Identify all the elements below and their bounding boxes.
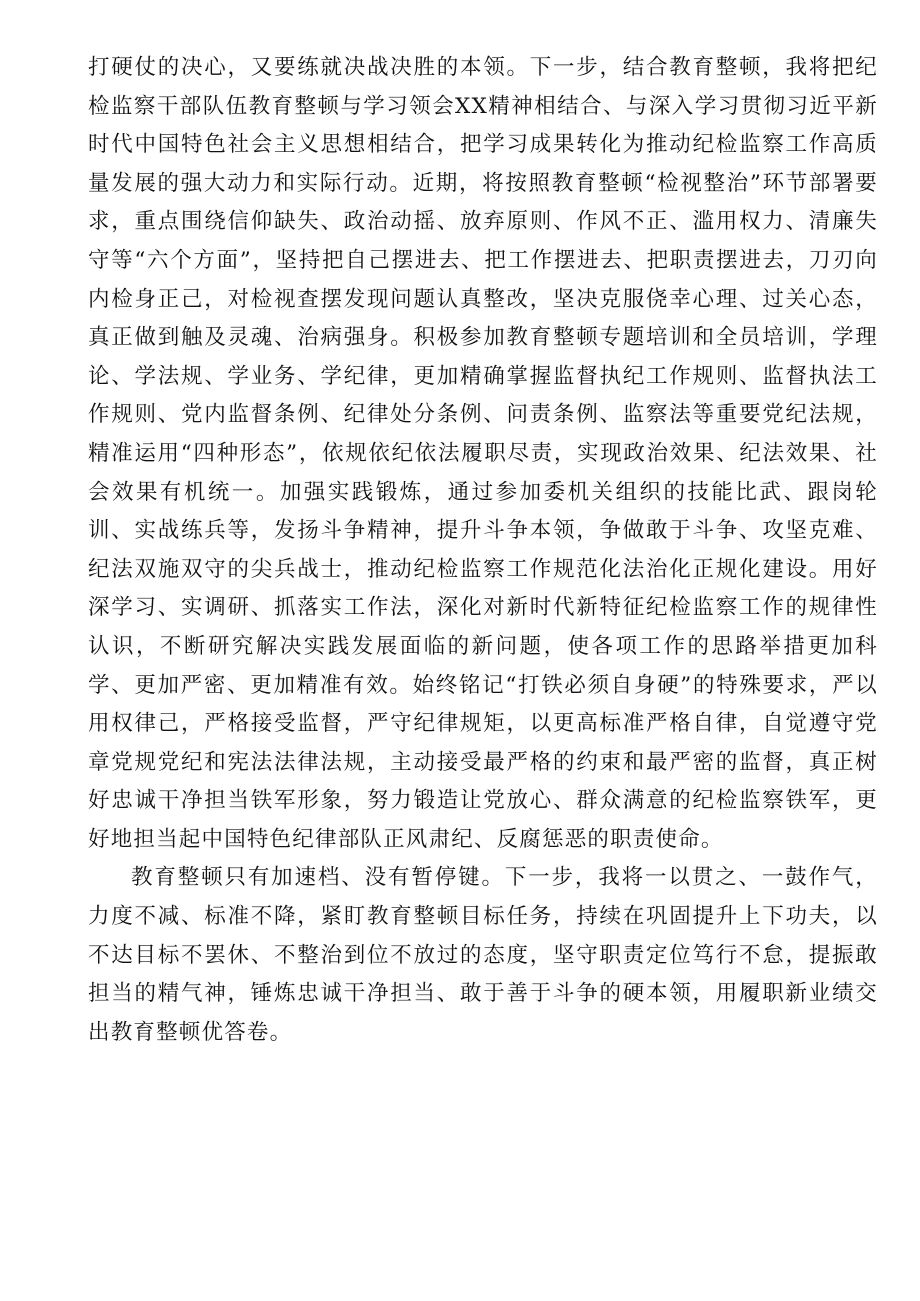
document-body [88, 49, 878, 1052]
paragraph-continuation: 打硬仗的决心，又要练就决战决胜的本领。下一步，结合教育整顿，我将把纪检监察干部队伍教育整顿与学习领会XX精神相结合、与深入学习贯彻习近平新时代中国特色社会主义思想相结合，把学习成果转化为推动纪检监察工作高质量发展的强大动力和实际行动。近期，将按照教育整顿“检视整治”环节部署要求，重点围绕信仰缺失、政治动摇、放弃原则、作风不正、滥用权力、清廉失守等“六个方面”，坚持把自己摆进去、把工作摆进去、把职责摆进去，刀刃向内检身正己，对检视查摆发现问题认真整改，坚决克服侥幸心理、过关心态，真正做到触及灵魂、治病强身。积极参加教育整顿专题培训和全员培训，学理论、学法规、学业务、学纪律，更加精确掌握监督执纪工作规则、监督执法工作规则、党内监督条例、纪律处分条例、问责条例、监察法等重要党纪法规，精准运用“四种形态”，依规依纪依法履职尽责，实现政治效果、纪法效果、社会效果有机统一。加强实践锻炼，通过参加委机关组织的技能比武、跟岗轮训、实战练兵等，发扬斗争精神，提升斗争本领，争做敢于斗争、攻坚克难、纪法双施双守的尖兵战士，推动纪检监察工作规范化法治化正规化建设。用好深学习、实调研、抓落实工作法，深化对新时代新特征纪检监察工作的规律性认识，不断研究解决实践发展面临的新问题，使各项工作的思路举措更加科学、更加严密、更加精准有效。始终铭记“打铁必须自身硬”的特殊要求，严以用权律己，严格接受监督，严守纪律规矩，以更高标准严格自律，自觉遵守党章党规党纪和宪法法律法规，主动接受最严格的约束和最严密的监督，真正树好忠诚干净担当铁军形象，努力锻造让党放心、群众满意的纪检监察铁军，更好地担当起中国特色纪律部队正风肃纪、反腐惩恶的职责使命。 [88, 55, 878, 852]
paragraph-conclusion: 教育整顿只有加速档、没有暂停键。下一步，我将一以贯之、一鼓作气，力度不减、标准不降，紧盯教育整顿目标任务，持续在巩固提升上下功夫，以不达目标不罢休、不整治到位不放过的态度，坚守职责定位笃行不怠，提振敢担当的精气神，锤炼忠诚干净担当、敢于善于斗争的硬本领，用履职新业绩交出教育整顿优答卷。 [88, 865, 878, 1045]
